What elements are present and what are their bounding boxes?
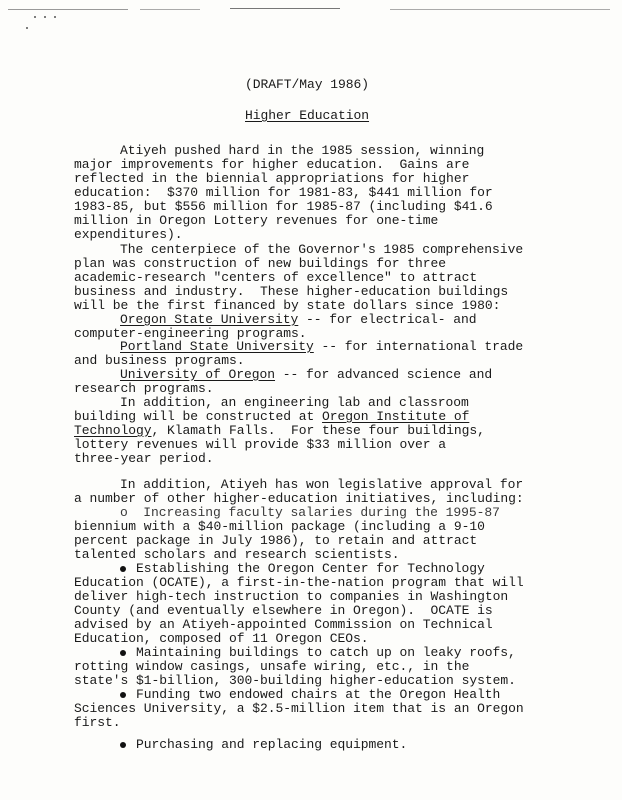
- bullet-item: o Increasing faculty salaries during the 1995-87: [120, 505, 500, 520]
- paragraph-2-line: will be the first financed by state dollars since 1980:: [74, 298, 501, 313]
- oit-line-1: In addition, an engineering lab and classroom: [120, 395, 469, 410]
- bullet-dot-icon: [120, 742, 126, 748]
- scan-artifacts: [0, 3, 622, 23]
- bullet-cont: talented scholars and research scientists.: [74, 547, 400, 562]
- paragraph-1-line: reflected in the biennial appropriations for higher: [74, 171, 470, 186]
- paragraph-2-line: academic-research "centers of excellence" to attract: [74, 270, 478, 285]
- uo-cont: research programs.: [74, 381, 214, 396]
- bullet-cont: state's $1-billion, 300-building higher-education system.: [74, 673, 516, 688]
- paragraph-2-line: plan was construction of new buildings for three: [74, 256, 447, 271]
- osu-line: Oregon State University -- for electrical- and: [120, 312, 477, 327]
- uo-name: University of Oregon: [120, 367, 276, 382]
- bullet-cont: advised by an Atiyeh-appointed Commission on Technical: [74, 617, 493, 632]
- psu-cont: and business programs.: [74, 353, 245, 368]
- psu-name: Portland State University: [120, 339, 314, 354]
- bullet-item: Purchasing and replacing equipment.: [120, 738, 407, 752]
- bullet-item: Maintaining buildings to catch up on leaky roofs,: [120, 646, 516, 660]
- paragraph-2-line: The centerpiece of the Governor's 1985 comprehensive: [120, 242, 524, 257]
- bullet-marker: o: [120, 505, 128, 520]
- bullet-item: Funding two endowed chairs at the Oregon Health: [120, 688, 500, 702]
- psu-line: Portland State University -- for international trade: [120, 339, 524, 354]
- page-title: Higher Education: [245, 108, 370, 123]
- bullet-cont: rotting window casings, unsafe wiring, etc., in the: [74, 659, 470, 674]
- bullet-cont: biennium with a $40-million package (including a 9-10: [74, 519, 485, 534]
- paragraph-1-line: million in Oregon Lottery revenues for one-time: [74, 213, 439, 228]
- draft-date: (DRAFT/May 1986): [245, 77, 370, 92]
- paragraph-1-line: 1983-85, but $556 million for 1985-87 (including $41.6: [74, 199, 493, 214]
- paragraph-1-line: expenditures).: [74, 227, 183, 242]
- bullet-cont: County (and eventually elsewhere in Oregon). OCATE is: [74, 603, 493, 618]
- osu-name: Oregon State University: [120, 312, 299, 327]
- paragraph-1-line: Atiyeh pushed hard in the 1985 session, winning: [120, 143, 485, 158]
- bullet-cont: first.: [74, 715, 121, 730]
- bullet-cont: percent package in July 1986), to retain and attract: [74, 533, 478, 548]
- bullet-dot-icon: [120, 650, 126, 656]
- bullet-cont: Education, composed of 11 Oregon CEOs.: [74, 631, 369, 646]
- osu-cont: computer-engineering programs.: [74, 326, 307, 341]
- oit-line-4: lottery revenues will provide $33 million over a: [74, 437, 447, 452]
- bullet-dot-icon: [120, 566, 126, 572]
- paragraph-3-line: In addition, Atiyeh has won legislative approval for: [120, 477, 524, 492]
- uo-line: University of Oregon -- for advanced science and: [120, 367, 493, 382]
- oit-name-cont: Technology: [74, 423, 152, 438]
- bullet-cont: deliver high-tech instruction to companies in Washington: [74, 589, 509, 604]
- bullet-dot-icon: [120, 692, 126, 698]
- oit-line-5: three-year period.: [74, 451, 214, 466]
- bullet-cont: Sciences University, a $2.5-million item that is an Oregon: [74, 701, 524, 716]
- oit-line-3: Technology, Klamath Falls. For these four buildings,: [74, 423, 485, 438]
- paragraph-2-line: business and industry. These higher-education buildings: [74, 284, 509, 299]
- paragraph-1-line: education: $370 million for 1981-83, $441 million for: [74, 185, 493, 200]
- oit-line-2: building will be constructed at Oregon Institute of: [74, 409, 470, 424]
- bullet-cont: Education (OCATE), a first-in-the-nation program that will: [74, 575, 524, 590]
- oit-name: Oregon Institute of: [322, 409, 470, 424]
- paragraph-1-line: major improvements for higher education. Gains are: [74, 157, 470, 172]
- paragraph-3-line: a number of other higher-education initiatives, including:: [74, 491, 524, 506]
- bullet-item: Establishing the Oregon Center for Technology: [120, 562, 485, 576]
